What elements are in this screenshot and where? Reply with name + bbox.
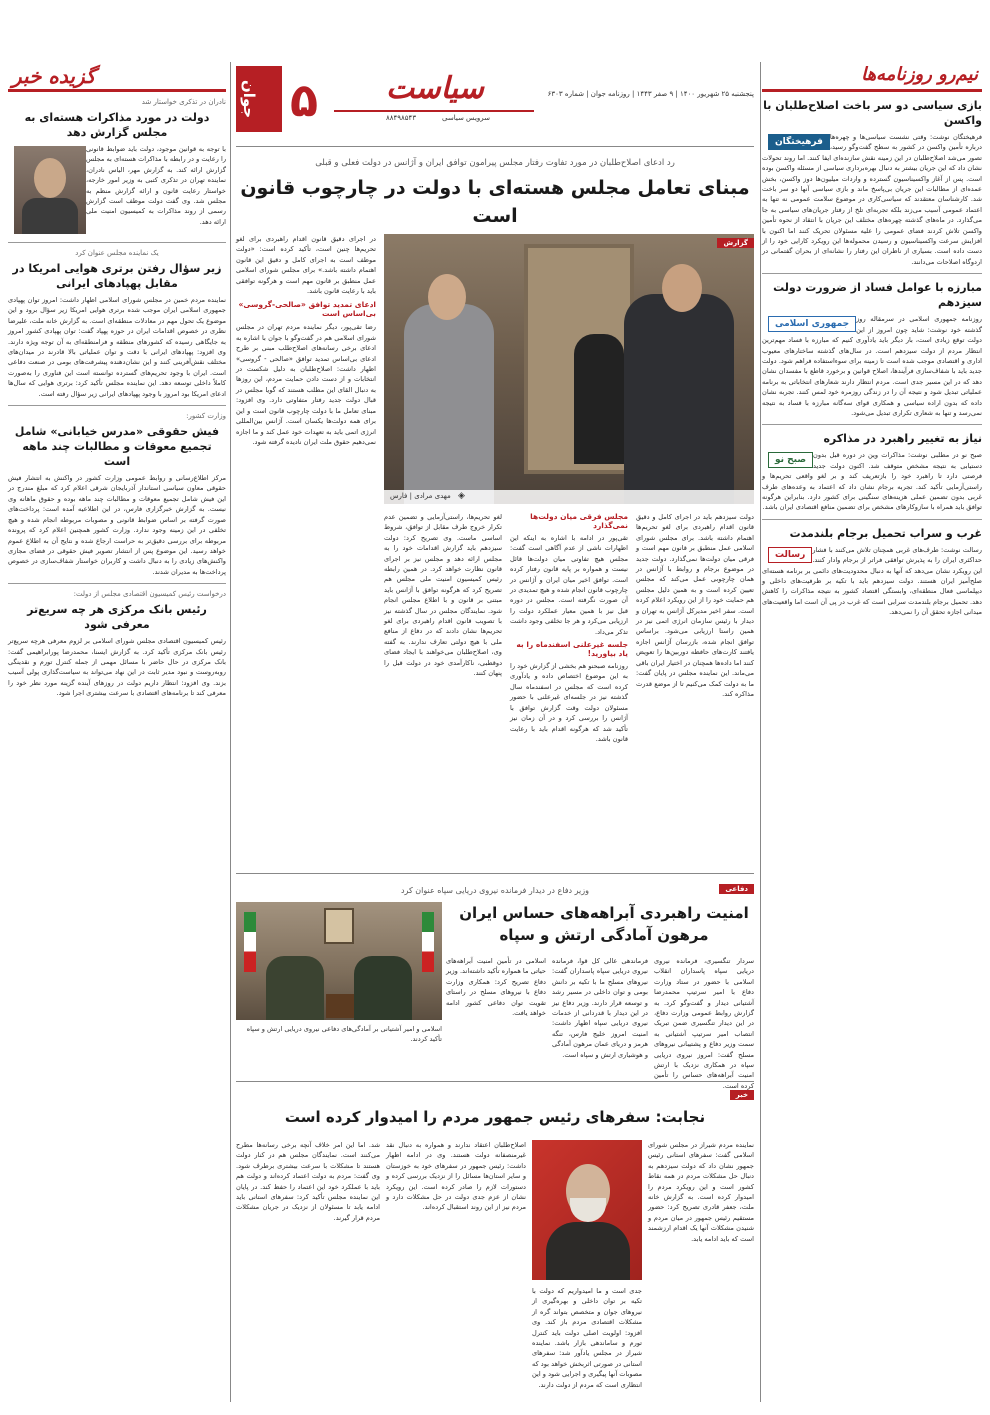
news-item-body: رئیس کمیسیون اقتصادی مجلس شورای اسلامی بر لزوم معرفی هرچه سریع‌تر رئیس بانک مرکزی تأکید کرد. به گزارش ایسنا، محمدرضا پورابراهیمی گفت: بانک مرکزی در حال حاضر با مسائل مهمی از جمله کنترل تورم و نقدینگی روبه‌روست و نبود مدیر ثابت در این نهاد می‌تواند به سیاست‌گذاری پولی آسیب بزند. وی افزود: انتظار داریم دولت در روزهای آینده گزینه مورد نظر خود را معرفی کند تا برنامه‌های اقتصادی با سرعت بیشتری اجرا شود.	[8, 637, 226, 698]
army-bottom-rule	[236, 1081, 754, 1082]
army-kicker: وزیر دفاع در دیدار فرمانده نیروی دریایی سپاه عنوان کرد	[400, 886, 590, 895]
news-item-kicker: نادران در تذکری خواستار شد	[141, 98, 226, 106]
lead-photo	[384, 234, 754, 504]
lead-col-1	[236, 234, 376, 864]
lead-badge: گزارش	[717, 238, 754, 248]
person-right	[624, 294, 734, 504]
left-column-title	[8, 62, 226, 92]
section-phone: ۸۸۴۹۸۵۴۳	[386, 114, 417, 122]
date-line: پنجشنبه ۲۵ شهریور ۱۴۰۰ | ۹ صفر ۱۴۴۳ | روزنامه جوان | شماره ۶۳۰۳	[547, 90, 754, 98]
army-photo	[236, 902, 442, 1020]
portrait-beard	[570, 1198, 606, 1222]
divider	[762, 519, 982, 520]
news-item-1	[8, 98, 226, 236]
bottom-badge: خبر	[730, 1090, 754, 1100]
right-column	[762, 62, 982, 1412]
army-headline: امنیت راهبردی آبراهه‌های حساس ایران مرهون آمادگی ارتش و سپاه	[459, 904, 749, 944]
flag-icon-2	[422, 912, 434, 972]
divider	[762, 273, 982, 274]
column-rule-left	[230, 62, 231, 1402]
bottom-body-2: جدی است و ما امیدواریم که دولت با تکیه بر توان داخلی و بهره‌گیری از نیروهای جوان و متخصص بتواند گره از مشکلات اقتصادی مردم باز کند. وی افزود: اولویت اصلی دولت باید کنترل تورم و ساماندهی بازار باشد. نماینده شیراز در مجلس یادآور شد: سفرهای استانی در صورتی اثربخش خواهد بود که مصوبات آنها پیگیری و اجرایی شود و این انتظاری است که مردم از دولت دارند.	[532, 1287, 642, 1389]
photo-credit-bar	[384, 490, 754, 504]
army-body-1: سردار تنگسیری، فرمانده نیروی دریایی سپاه پاسداران انقلاب اسلامی با حضور در ستاد وزارت دفاع با امیر سرتیپ محمدرضا آشتیانی دیدار و گفت‌وگو کرد. به گزارش روابط عمومی وزارت دفاع، در این دیدار تنگسیری ضمن تبریک انتصاب امیر سرتیپ آشتیانی به سمت وزیر دفاع و پشتیبانی نیروهای مسلح گفت: امروز نیروی دریایی سپاه در همکاری نزدیک با ارتش امنیت آبراهه‌های حساس را تأمین کرده است.	[654, 957, 754, 1090]
section-logo: سیاست	[386, 71, 484, 106]
person-left	[404, 304, 494, 504]
press-item-title: نیاز به تغییر راهبرد در مذاکره	[823, 432, 982, 446]
army-badge: دفاعی	[719, 884, 754, 894]
lead-col-4	[636, 512, 754, 864]
camera-icon: ◈	[458, 491, 465, 501]
press-item-3	[762, 431, 982, 512]
divider	[762, 424, 982, 425]
bottom-col-3	[386, 1140, 526, 1402]
lead-bottom-rule	[236, 873, 754, 874]
army-col-2	[552, 956, 648, 1080]
news-item-kicker: یک نماینده مجلس عنوان کرد	[75, 249, 159, 257]
right-column-title-text: نیم‌رو روزنامه‌ها	[861, 64, 978, 85]
news-item-title: رئیس بانک مرکزی هر چه سریع‌تر معرفی شود	[27, 603, 207, 632]
masthead	[236, 62, 754, 148]
lead-headline: مبنای تعامل مجلس هسته‌ای با دولت در چارچوب قانون است	[240, 177, 750, 227]
column-rule-right	[760, 62, 761, 1402]
press-item-1	[762, 98, 982, 267]
right-column-title	[762, 62, 982, 92]
divider	[8, 583, 226, 584]
bottom-story	[236, 1088, 754, 1408]
bottom-body-3: اصلاح‌طلبان اعتقاد ندارند و همواره به دنبال نقد غیرمنصفانه دولت هستند. وی در ادامه اظهار داشت: رئیس جمهور در سفرهای خود به خوزستان و سایر استان‌ها مسائل را از نزدیک بررسی کرده و دستورات لازم را صادر کرده است. این رویکرد نشان از عزم جدی دولت در حل مشکلات دارد و مردم نیز از این روند استقبال کرده‌اند.	[386, 1141, 526, 1212]
army-col-1	[654, 956, 754, 1090]
press-item-4	[762, 526, 982, 618]
press-item-title: مبارزه با عوامل فساد از ضرورت دولت سیزدهم	[773, 281, 982, 310]
bottom-body-1: نماینده مردم شیراز در مجلس شورای اسلامی گفت: سفرهای استانی رئیس جمهور نشان داد که دولت سیزدهم به دنبال حل مشکلات مردم در همه نقاط کشور است و این رویکرد مردم را امیدوار کرده است. به گزارش خانه ملت، جعفر قادری تصریح کرد: حضور مستقیم رئیس جمهور در میان مردم و شنیدن مشکلات آنها یک اقدام ارزشمند است که باید ادامه یابد.	[648, 1141, 754, 1243]
bottom-col-1	[648, 1140, 754, 1402]
news-item-title: دولت در مورد مذاکرات هسته‌ای به مجلس گزارش دهد	[24, 111, 210, 139]
bottom-photo	[532, 1140, 642, 1280]
press-source-logo: صبح نو	[768, 452, 813, 468]
bottom-headline: نجابت: سفرهای رئیس جمهور مردم را امیدوار کرده است	[284, 1108, 706, 1126]
press-item-title: غرب و سراب تحمیل برجام بلندمدت	[789, 526, 982, 540]
lead-col1-subhead: ادعای تمدید توافق «صالحی-گروسی» بی‌اساس است	[238, 300, 376, 319]
page-number: ۵	[290, 73, 319, 127]
army-body-2: فرماندهی عالی کل قوا، فرمانده نیروی دریایی سپاه پاسداران گفت: نیروهای مسلح ما با تکیه بر دانش بومی و توان داخلی در مسیر رشد و توسعه قرار دارند. وزیر دفاع نیز در این دیدار با قدردانی از خدمات نیروی دریایی سپاه اظهار داشت: امنیت امروز خلیج فارس، تنگه هرمز و دریای عمان مرهون آمادگی و هوشیاری ارتش و سپاه است.	[552, 957, 648, 1059]
press-source-logo: جمهوری اسلامی	[768, 316, 856, 332]
press-item-title: بازی سیاسی دو سر باخت اصلاح‌طلبان با واکسن	[763, 99, 982, 127]
divider	[8, 242, 226, 243]
paper-name: جوان	[240, 79, 258, 119]
army-col-3	[446, 956, 546, 1080]
portrait-body	[546, 1222, 630, 1280]
news-item-3	[8, 412, 226, 577]
lead-col-2	[384, 512, 502, 864]
officer-left	[266, 956, 324, 1020]
portrait-body	[22, 198, 78, 234]
lead-col2-text: لغو تحریم‌ها، راستی‌آزمایی و تضمین عدم تکرار خروج طرف مقابل از توافق، شروط اساسی ماست. وی تصریح کرد: دولت سیزدهم باید گزارش اقدامات خود را به مجلس ارائه دهد و مجلس نیز بر اجرای قانون نظارت خواهد کرد. در همین رابطه رئیس کمیسیون امنیت ملی مجلس هم تصریح کرد که هرگونه توافق با آژانس باید مبتنی بر قانون و با اطلاع مجلس انجام شود. نمایندگان مجلس در سال گذشته نیز با تصویب قانون اقدام راهبردی برای لغو تحریم‌ها نشان دادند که در دفاع از منافع ملی با هیچ دولتی تعارف ندارند. به گفته وی، اصلاح‌طلبان می‌خواهند با ایجاد فضای دوقطبی، ناکارآمدی خود در دولت قبل را پنهان کنند.	[384, 513, 502, 678]
left-column-title-text: گزیده خبر	[12, 64, 96, 88]
flag-icon	[244, 912, 256, 972]
news-item-body: مرکز اطلاع‌رسانی و روابط عمومی وزارت کشور در واکنش به انتشار فیش حقوقی معاون سیاسی استاندار آذربایجان شرقی اعلام کرد که مبلغ مندرج در این فیش شامل تجمیع معوقات و مطالبات چند ماهه بوده و حقوق ماهانه وی نیست. به گزارش خبرگزاری فارس، در این اطلاعیه آمده است: پرداخت‌های صورت گرفته بر اساس ضوابط قانونی و مصوبات مربوطه انجام شده و هیچ تخلفی در این زمینه وجود ندارد. وزارت کشور همچنین اعلام کرد که پرونده مربوطه برای بررسی دقیق‌تر به حراست ارجاع شده و نتایج آن به اطلاع عموم خواهد رسید. این موضوع پس از انتشار تصویر فیش حقوقی در فضای مجازی واکنش‌های زیادی را به دنبال داشت و کاربران خواستار شفاف‌سازی در خصوص پرداخت‌ها به مدیران شدند.	[8, 474, 226, 576]
bottom-col-2	[532, 1286, 642, 1402]
news-item-photo	[14, 146, 86, 234]
table	[326, 994, 354, 1018]
bottom-col-4	[236, 1140, 380, 1402]
lead-col4-text: دولت سیزدهم باید در اجرای کامل و دقیق قانون اقدام راهبردی برای لغو تحریم‌ها اهتمام داشته باشد. برای مجلس شورای اسلامی عمل منطبق بر قانون مهم است و فرقی میان دولت‌ها نمی‌گذارد. دولت جدید در موضوع برجام و روابط با آژانس در همان چارچوبی عمل می‌کند که مجلس تعیین کرده است و به همین دلیل مجلس هم حمایت خود را از این رویکرد اعلام کرده است. سفر اخیر مدیرکل آژانس به تهران و دیدار با رئیس سازمان انرژی اتمی نیز در همین راستا ارزیابی می‌شود. براساس توافق انجام شده، بازرسان آژانس اجازه یافتند کارت‌های حافظه دوربین‌ها را تعویض کنند اما داده‌ها همچنان در اختیار ایران باقی می‌ماند. این نماینده مجلس در پایان گفت: ما به دولت کمک می‌کنیم تا از موضع قدرت مذاکره کند.	[636, 513, 754, 698]
divider	[8, 405, 226, 406]
news-item-2	[8, 249, 226, 399]
lead-story	[236, 152, 754, 874]
news-item-title: زیر سؤال رفتن برتری هوایی امریکا در مقابل پهپادهای ایرانی	[12, 262, 222, 290]
masthead-rule	[236, 146, 754, 147]
press-item-body: صبح نو در مطلبی نوشت: مذاکرات وین در دوره قبل بدون دستیابی به نتیجه مشخص متوقف شد. اکنون دولت جدید فرصتی دارد تا راهبرد خود را بازتعریف کند و بر لغو واقعی تحریم‌ها و راستی‌آزمایی تأکید کند. تجربه برجام نشان داد که اعتماد به وعده‌های طرف غربی بدون تضمین عملی هزینه‌های سنگینی برای کشور دارد. بنابراین هرگونه توافق باید همراه با سازوکارهای مشخص برای تضمین منافع اقتصادی ایران باشد.	[762, 451, 982, 512]
lead-col3-subhead: مجلس فرقی میان دولت‌ها نمی‌گذارد	[530, 512, 628, 530]
news-item-body: نماینده مردم خمین در مجلس شورای اسلامی اظهار داشت: امروز توان پهپادی جمهوری اسلامی ایران موجب شده برتری هوایی امریکا زیر سؤال برود و این موضوع یک تحول مهم در معادلات منطقه‌ای است. به گزارش خانه ملت، علیرضا نظری در خصوص اقدامات ایران در حوزه پهپاد گفت: توان پهپادی کشور امروز به جایگاهی رسیده که کشورهای منطقه و فرامنطقه‌ای به آن توجه ویژه دارند. وی افزود: پهپادهای ایرانی با دقت و توان عملیاتی بالا قادرند در میدان‌های مختلف نقش‌آفرینی کنند و این نشان‌دهنده پیشرفت‌های بومی در صنعت دفاعی است. ایران با وجود تحریم‌های گسترده توانسته است این فناوری را به‌صورت کاملاً داخلی توسعه دهد. این نماینده مجلس تأکید کرد: برتری هوایی که سال‌ها ادعای امریکا بود امروز با وجود پهپادهای ایرانی زیر سؤال رفته است.	[8, 296, 226, 398]
press-item-2	[762, 280, 982, 418]
army-body-3: اسلامی در تأمین امنیت آبراهه‌های حیاتی ما همواره تأکید داشته‌اند. وزیر دفاع تصریح کرد: همکاری وزارت دفاع با نیروهای مسلح در راستای تقویت توان دفاعی کشور ادامه خواهد یافت.	[446, 957, 546, 1018]
person-back	[574, 334, 624, 464]
lead-col1-text: در اجرای دقیق قانون اقدام راهبردی برای لغو تحریم‌ها چنین است، تأکید کرده است: «دولت موظف است به اجرای کامل و دقیق این قانون اهتمام داشته باشد.» برای مجلس شورای اسلامی عمل منطبق بر قانون مهم است و هرگونه توافقی باید با رعایت قانون باشد.	[236, 235, 376, 296]
press-source-logo: رسالت	[768, 547, 812, 563]
left-column	[8, 62, 226, 1412]
press-item-body: رسالت نوشت: طرف‌های غربی همچنان تلاش می‌کنند با فشار حداکثری ایران را به پذیرش توافقی فراتر از برجام وادار کنند. این رویکرد نشان می‌دهد که آنها به دنبال محدودیت‌های دائمی بر برنامه هسته‌ای صلح‌آمیز ایران هستند. دولت سیزدهم باید با تکیه بر ظرفیت‌های داخلی و دیپلماسی فعال منطقه‌ای، وابستگی اقتصاد کشور به نتیجه مذاکرات را کاهش دهد. تحمیل برجام بلندمدت سرابی است که غرب در پی آن است اما واقعیت‌های میدانی اجازه تحقق آن را نمی‌دهد.	[762, 545, 982, 617]
bottom-body-4: شد. اما این امر خلاف آنچه برخی رسانه‌ها مطرح می‌کنند است. نمایندگان مجلس هم در کنار دولت هستند تا مشکلات با سرعت بیشتری برطرف شود. وی گفت: مردم به دولت اعتماد کرده‌اند و دولت هم باید با عملکرد خود این اعتماد را حفظ کند. در پایان این نماینده مجلس تأکید کرد: سفرهای استانی باید ادامه یابد تا مسئولان از نزدیک در جریان مشکلات مردم قرار گیرند.	[236, 1141, 380, 1222]
portrait-frame	[324, 908, 354, 944]
photo-credit: مهدی مرادی | فارس	[390, 492, 451, 500]
lead-col3-text: تقی‌پور در ادامه با اشاره به اینکه این اظهارات ناشی از عدم آگاهی است گفت: مجلس هیچ تفاوتی میان دولت‌ها قائل نیست و همواره بر پایه قانون رفتار کرده است. توافق اخیر میان ایران و آژانس در چارچوب قانون انجام شده و هیچ تمدیدی در آن صورت نگرفته است. مجلس در دوره قبل نیز با همین معیار عملکرد دولت را ارزیابی می‌کرد و هر جا تخلفی وجود داشت تذکر می‌داد.	[510, 534, 628, 636]
lead-col3-subhead-2: جلسه غیرعلنی اسفندماه را به یاد بیاورید!	[516, 640, 628, 659]
lead-col3b-text: روزنامه صبحنو هم بخشی از گزارش خود را به این موضوع اختصاص داده و یادآوری کرده است که مجلس در اسفندماه سال گذشته نیز در جلسه‌ای غیرعلنی با حضور مسئولان دولت وقت گزارش توافق با آژانس را بررسی کرد و در آن زمان نیز تأکید شد که هرگونه اقدام باید با رعایت قانون باشد.	[509, 662, 628, 743]
press-item-body: فرهیختگان نوشت: وقتی نشست سیاسی‌ها و چهره‌ها درباره تأمین واکسن در کشور به سطح گفت‌وگو رسید، تصور می‌شد اصلاح‌طلبان در این زمینه نقش سازنده‌ای ایفا کنند. اما روند تحولات نشان داد که این جریان بیشتر به دنبال بهره‌برداری سیاسی از مسئله واکسن بوده است. پس از آغاز واکسیناسیون گسترده و واردات میلیون‌ها دوز واکسن، بخش عمده‌ای از مطالبات این جریان بی‌پاسخ ماند و بازی سیاسی آنها دو سر باخت شد. کارشناسان معتقدند که سیاسی‌کاری در موضوع سلامت عمومی نه تنها به اعتماد عمومی آسیب می‌زند بلکه تجربه‌ای تلخ از رفتار جریان‌های سیاسی به جا می‌گذارد. در ماه‌های گذشته چهره‌های مختلف این جریان با انتقاد از نحوه تأمین واکسن تلاش کردند فضای عمومی را علیه مسئولان تحریک کنند اما اکنون با افزایش سرعت واکسیناسیون و رسیدن محموله‌ها این رویکرد کارایی خود را از دست داده است. بسیاری از ناظران این رفتار را نشانه‌ای از بحران گفتمانی در اردوگاه اصلاحات می‌دانند.	[762, 133, 982, 266]
press-source-logo: فرهیختگان	[768, 134, 830, 150]
officer-right	[354, 956, 412, 1020]
army-caption: اسلامی و امیر آشتیانی بر آمادگی‌های دفاعی نیروی دریایی ارتش و سپاه تأکید کردند.	[246, 1025, 442, 1043]
news-item-body: با توجه به قوانین موجود، دولت باید ضوابط قانونی را رعایت و در رابطه با مذاکرات هسته‌ای به مجلس گزارش ارائه کند. به گزارش مهر، الیاس نادران، نماینده تهران در تذکری کتبی به وزیر امور خارجه، خواستار رعایت قانون و ارائه گزارش منظم به مجلس شد. وی گفت دولت موظف است گزارش رسمی از روند مذاکرات به کمیسیون امنیت ملی ارائه دهد.	[86, 145, 226, 226]
lead-kicker: رد ادعای اصلاح‌طلبان در مورد تفاوت رفتار مجلس پیرامون توافق ایران و آژانس در دولت فعلی و قبلی	[315, 158, 675, 168]
person-left-head	[428, 274, 466, 320]
portrait-head	[34, 158, 66, 198]
lead-col-3	[510, 512, 628, 864]
news-item-title: فیش حقوقی «مدرس خیابانی» شامل تجمیع معوقات و مطالبات چند ماهه است	[14, 425, 220, 469]
news-item-kicker: درخواست رئیس کمیسیون اقتصادی مجلس از دولت:	[73, 590, 226, 599]
lead-col1b-text: رضا تقی‌پور، دیگر نماینده مردم تهران در مجلس شورای اسلامی هم در گفت‌وگو با جوان با اشاره به ادعای برخی رسانه‌های اصلاح‌طلب مبنی بر طرح ادعای بی‌اساس تمدید توافق «صالحی - گروسی» اظهار داشت: اصلاح‌طلبان به دلیل شکست در انتخابات و از دست دادن حمایت مردم، این روزها به دنبال القای این مطلب هستند که گویا مجلس در قبال دولت جدید رفتار متفاوتی دارد. وی افزود: مبنای تعامل ما با دولت چارچوب قانون است و این برای همه دولت‌ها یکسان است. آژانس بین‌المللی انرژی اتمی باید به تعهدات خود عمل کند و ما اجازه نمی‌دهیم حقوق ملت ایران نادیده گرفته شود.	[236, 323, 376, 446]
news-item-kicker: وزارت کشور:	[186, 412, 226, 421]
section-label: سرویس سیاسی	[442, 114, 491, 122]
news-item-4	[8, 590, 226, 698]
person-right-head	[662, 264, 702, 312]
army-story	[236, 882, 754, 1090]
paper-logo-block	[236, 66, 282, 132]
press-item-body: روزنامه جمهوری اسلامی در سرمقاله روز گذشته خود نوشت: شاید چون امروز از این دولت توقع زیادی است، بار دیگر باید یادآوری کنیم که مبارزه با فساد مهم‌ترین انتظار مردم از دولت سیزدهم است. در سال‌های گذشته ساختارهای معیوب اداری و اقتصادی موجب شده است تا زمینه برای سوءاستفاده فراهم شود. دولت جدید باید با شفاف‌سازی فرآیندها، اصلاح قوانین و برخورد قاطع با مفسدان نشان دهد که در این مسیر جدی است. مردم انتظار دارند شعارهای انتخاباتی به برنامه عملیاتی تبدیل شود و نتیجه آن را در زندگی روزمره خود لمس کنند. تجربه نشان داده که بدون اراده سیاسی و همکاری قوای سه‌گانه مبارزه با فساد به نتیجه نمی‌رسد و تنها به شعاری تکراری تبدیل می‌شود.	[762, 315, 982, 417]
section-line	[334, 110, 534, 112]
